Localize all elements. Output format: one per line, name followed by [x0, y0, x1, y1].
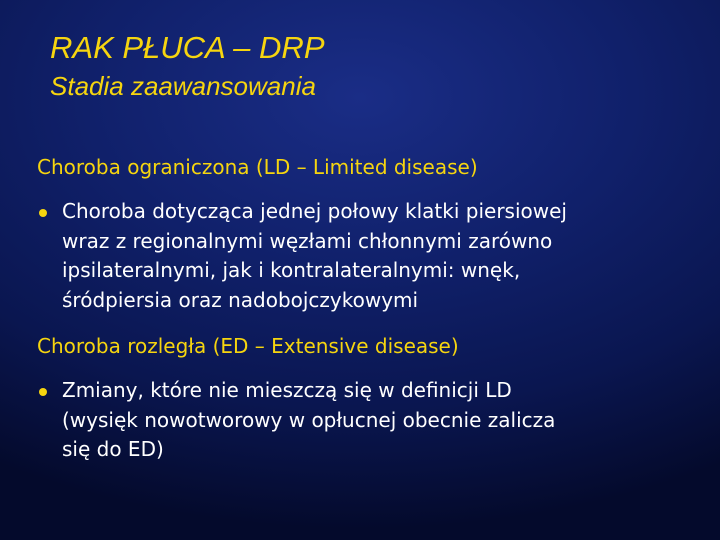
section-heading-limited-disease: Choroba ograniczona (LD – Limited disease)	[37, 155, 478, 179]
slide-title: RAK PŁUCA – DRP	[50, 30, 325, 65]
bullet-icon	[39, 388, 47, 396]
bullet-item-limited-disease	[37, 197, 697, 315]
section-heading-extensive-disease: Choroba rozległa (ED – Extensive disease)	[37, 334, 459, 358]
bullet-item-extensive-disease	[37, 376, 697, 465]
bullet-icon	[39, 209, 47, 217]
slide-subtitle: Stadia zaawansowania	[50, 71, 316, 101]
bullet-text: Zmiany, które nie mieszczą się w definicji LD (wysięk nowotworowy w opłucnej obecnie zalicza się do ED)	[62, 378, 556, 461]
bullet-text: Choroba dotycząca jednej połowy klatki piersiowej wraz z regionalnymi węzłami chłonnymi zarówno ipsilateralnymi, jak i kontralateralnymi: wnęk, śródpiersia oraz nadobojczykowymi	[62, 199, 567, 312]
